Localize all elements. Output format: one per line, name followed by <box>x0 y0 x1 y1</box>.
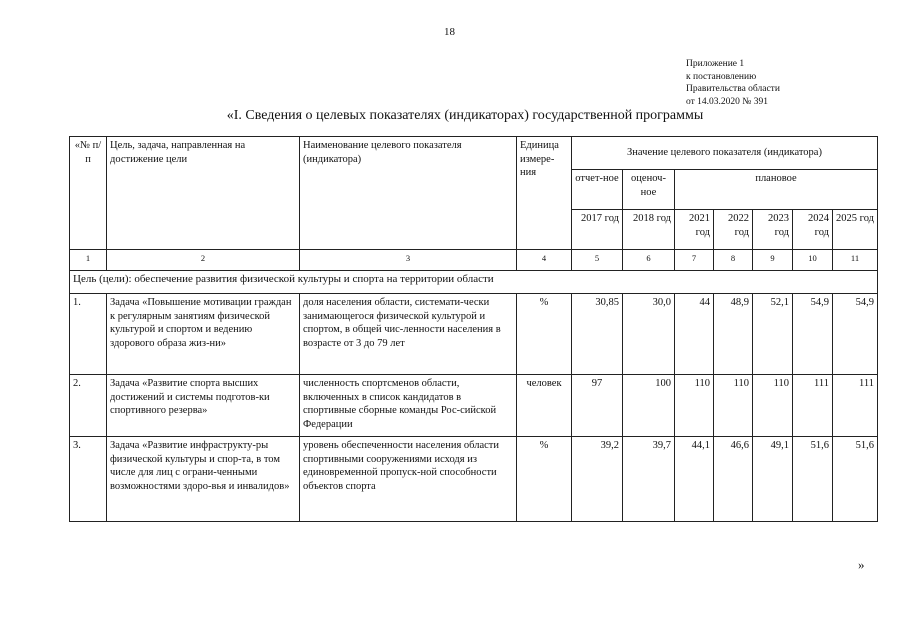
row-task: Задача «Развитие спорта высших достижений и системы подготов-ки спортивного резерва» <box>107 375 300 437</box>
row-number: 3. <box>70 437 107 522</box>
row-value: 30,85 <box>572 294 623 375</box>
header-year: 2017 год <box>572 210 623 250</box>
column-number: 6 <box>623 250 675 271</box>
row-value: 110 <box>714 375 753 437</box>
row-value: 30,0 <box>623 294 675 375</box>
header-year: 2024 год <box>793 210 833 250</box>
column-number: 4 <box>517 250 572 271</box>
header-goal: Цель, задача, направленная на достижение цели <box>107 137 300 250</box>
row-value: 48,9 <box>714 294 753 375</box>
row-value: 52,1 <box>753 294 793 375</box>
row-value: 54,9 <box>833 294 878 375</box>
column-number: 7 <box>675 250 714 271</box>
page-number: 18 <box>444 26 455 38</box>
indicators-table <box>69 136 878 522</box>
row-value: 44 <box>675 294 714 375</box>
row-value: 111 <box>793 375 833 437</box>
row-value: 110 <box>753 375 793 437</box>
header-unit: Единица измере-ния <box>517 137 572 250</box>
header-planned: плановое <box>675 170 878 210</box>
row-value: 110 <box>675 375 714 437</box>
row-unit: человек <box>517 375 572 437</box>
goal-row: Цель (цели): обеспечение развития физической культуры и спорта на территории области <box>70 271 878 294</box>
row-indicator: численность спортсменов области, включенных в список кандидатов в спортивные сборные команды Рос-сийской Федерации <box>300 375 517 437</box>
row-value: 97 <box>572 375 623 437</box>
row-value: 39,2 <box>572 437 623 522</box>
row-value: 111 <box>833 375 878 437</box>
table-row <box>70 437 878 522</box>
row-indicator: уровень обеспеченности населения области спортивными сооружениями исходя из единовременной пропуск-ной способности объектов спорта <box>300 437 517 522</box>
row-value: 54,9 <box>793 294 833 375</box>
appendix-line: Приложение 1 <box>686 59 745 69</box>
document-title: «I. Сведения о целевых показателях (индикаторах) государственной программы <box>226 108 704 123</box>
row-number: 1. <box>70 294 107 375</box>
row-task: Задача «Повышение мотивации граждан к регулярным занятиям физической культурой и спортом и ведению здорового образа жиз-ни» <box>107 294 300 375</box>
column-number: 2 <box>107 250 300 271</box>
header-indicator: Наименование целевого показателя (индикатора) <box>300 137 517 250</box>
header-year: 2022 год <box>714 210 753 250</box>
row-number: 2. <box>70 375 107 437</box>
row-value: 44,1 <box>675 437 714 522</box>
column-number: 10 <box>793 250 833 271</box>
row-unit: % <box>517 294 572 375</box>
header-year: 2025 год <box>833 210 878 250</box>
header-year: 2023 год <box>753 210 793 250</box>
column-number: 11 <box>833 250 878 271</box>
row-indicator: доля населения области, системати-чески занимающегося физической культурой и спортом, в общей чис-ленности населения в возрасте от 3 до 79 лет <box>300 294 517 375</box>
header-estimated: оценоч-ное <box>623 170 675 210</box>
appendix-line: Правительства области <box>686 84 780 94</box>
header-reported: отчет-ное <box>572 170 623 210</box>
appendix-line: к постановлению <box>686 71 757 82</box>
row-value: 51,6 <box>833 437 878 522</box>
row-value: 46,6 <box>714 437 753 522</box>
table-row <box>70 294 878 375</box>
row-value: 39,7 <box>623 437 675 522</box>
row-value: 51,6 <box>793 437 833 522</box>
row-value: 100 <box>623 375 675 437</box>
header-year: 2021 год <box>675 210 714 250</box>
closing-quote: » <box>858 557 865 572</box>
row-task: Задача «Развитие инфраструкту-ры физической культуры и спор-та, в том числе для лиц с ограни-ченными возможностями здоро-вья и инвалидов» <box>107 437 300 522</box>
header-value: Значение целевого показателя (индикатора) <box>572 137 878 170</box>
appendix-line: от 14.03.2020 № 391 <box>686 96 768 107</box>
header-year: 2018 год <box>623 210 675 250</box>
column-number: 8 <box>714 250 753 271</box>
row-value: 49,1 <box>753 437 793 522</box>
row-unit: % <box>517 437 572 522</box>
column-number: 3 <box>300 250 517 271</box>
column-number: 9 <box>753 250 793 271</box>
appendix-note <box>686 58 896 108</box>
column-number: 5 <box>572 250 623 271</box>
header-num: «№ п/п <box>70 137 107 250</box>
table-row <box>70 375 878 437</box>
column-number: 1 <box>70 250 107 271</box>
